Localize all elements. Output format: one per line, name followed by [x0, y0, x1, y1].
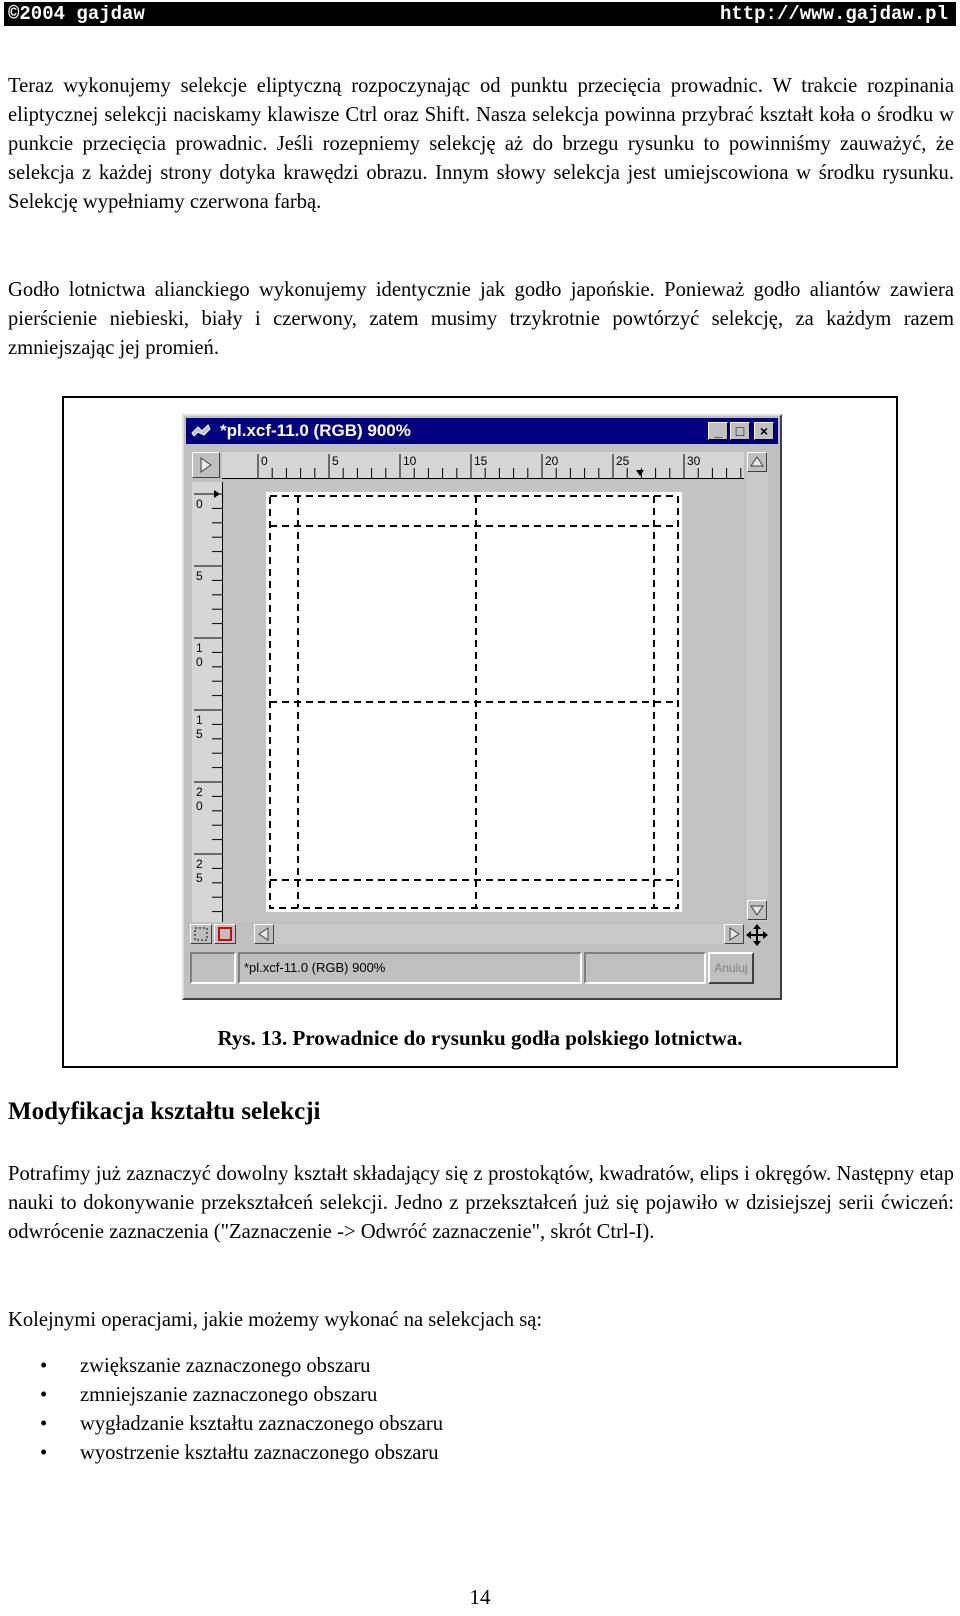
figure-caption: Rys. 13. Prowadnice do rysunku godła polskiego lotnictwa. — [217, 1026, 743, 1050]
ruler-label: 1 — [196, 641, 203, 655]
ruler-label: 5 — [196, 727, 203, 741]
triangle-right-icon — [193, 453, 219, 477]
vertical-ruler[interactable] — [192, 482, 223, 922]
header-url: http://www.gajdaw.pl — [719, 3, 948, 25]
section-heading: Modyfikacja kształtu selekcji — [8, 1098, 321, 1125]
header-copyright: ©2004 gajdaw — [8, 3, 145, 25]
arrow-down-icon — [748, 901, 766, 919]
scroll-right-button[interactable] — [724, 924, 744, 944]
gimp-image-window — [182, 414, 782, 1000]
close-icon[interactable]: × — [754, 422, 774, 440]
ruler-label: 1 — [196, 713, 203, 727]
list-item: • wygładzanie kształtu zaznaczonego obszaru — [40, 1410, 443, 1439]
dotted-square-icon — [191, 925, 211, 943]
ruler-label: 2 — [196, 857, 203, 871]
arrow-up-icon — [748, 453, 766, 471]
ruler-label: 5 — [332, 454, 339, 468]
page-number: 14 — [469, 1585, 491, 1609]
scroll-down-button[interactable] — [747, 900, 767, 920]
navigate-move-icon[interactable] — [744, 922, 770, 948]
page-header — [4, 2, 956, 26]
window-title: *pl.xcf-11.0 (RGB) 900% — [220, 421, 411, 440]
status-coordinates — [190, 952, 236, 984]
ruler-pointer-icon — [636, 470, 644, 476]
scroll-up-button[interactable] — [747, 452, 767, 472]
horizontal-scrollbar[interactable] — [254, 924, 744, 944]
minimize-icon[interactable]: _ — [708, 422, 728, 440]
status-progress — [584, 952, 706, 984]
canvas-drawing — [224, 480, 744, 922]
maximize-icon[interactable]: □ — [730, 422, 750, 440]
ruler-label: 15 — [474, 454, 488, 468]
gimp-wilber-icon — [190, 423, 212, 439]
paragraph-2: Godło lotnictwa alianckiego wykonujemy identycznie jak godło japońskie. Ponieważ godło aliantów zawiera pierścienie niebieski, biały i czerwony, zatem musimy trzykrotnie powtórzyć selekcję, za każdym razem zmniejszając jej promień. — [8, 279, 954, 359]
paragraph-1: Teraz wykonujemy selekcje eliptyczną rozpoczynając od punktu przecięcia prowadnic. W trakcie rozpinania eliptycznej selekcji naciskamy klawisze Ctrl oraz Shift. Nasza selekcja powinna przybrać kształt koła o środku w punkcie przecięcia prowadnic. Jeśli rozepniemy selekcję aż do brzegu rysunku to powinniśmy zauważyć, że selekcja z każdej strony dotyka krawędzi obrazu. Innym słowy selekcja jest umiejscowiona w środku rysunku. Selekcję wypełniamy czerwona farbą. — [8, 75, 954, 213]
ruler-label: 2 — [196, 785, 203, 799]
ruler-label: 30 — [687, 454, 701, 468]
window-titlebar — [186, 418, 778, 444]
ruler-label: 0 — [196, 799, 203, 813]
ruler-label: 5 — [196, 569, 203, 583]
quickmask-off-button[interactable] — [190, 924, 212, 944]
scroll-left-button[interactable] — [254, 924, 274, 944]
horizontal-ruler[interactable] — [222, 452, 744, 479]
paragraph-3: Potrafimy już zaznaczyć dowolny kształt składający się z prostokątów, kwadratów, elips i okręgów. Następny etap nauki to dokonywanie przekształceń selekcji. Jedno z przekształceń już się pojawiło w dzisiejszej serii ćwiczeń: odwrócenie zaznaczenia ("Zaznaczenie -> Odwróć zaznaczenie", skrót Ctrl-I). — [8, 1163, 954, 1243]
ruler-label: 25 — [616, 454, 630, 468]
quickmask-on-button[interactable] — [214, 924, 236, 944]
red-square-icon — [215, 925, 235, 943]
list-item: • zwiększanie zaznaczonego obszaru — [40, 1352, 443, 1381]
vertical-scrollbar[interactable] — [746, 452, 768, 922]
status-bar: *pl.xcf-11.0 (RGB) 900% — [238, 952, 582, 984]
paragraph-4: Kolejnymi operacjami, jakie możemy wykonać na selekcjach są: — [8, 1309, 543, 1331]
ruler-pointer-icon — [214, 490, 220, 498]
image-canvas[interactable] — [224, 480, 744, 922]
vertical-ruler-ticks — [192, 482, 222, 922]
figure-box — [62, 396, 898, 1068]
cancel-button[interactable]: Anuluj — [708, 952, 754, 984]
menu-arrow-button[interactable] — [192, 452, 220, 478]
list-item: • zmniejszanie zaznaczonego obszaru — [40, 1381, 443, 1410]
ruler-label: 10 — [403, 454, 417, 468]
ruler-label: 5 — [196, 871, 203, 885]
arrow-right-icon — [725, 925, 743, 943]
list-item: • wyostrzenie kształtu zaznaczonego obszaru — [40, 1439, 443, 1468]
ruler-label: 20 — [545, 454, 559, 468]
ruler-label: 0 — [196, 497, 203, 511]
ruler-label: 0 — [196, 655, 203, 669]
operations-list — [40, 1352, 443, 1468]
ruler-label: 0 — [261, 454, 268, 468]
horizontal-ruler-ticks — [222, 452, 744, 478]
arrow-left-icon — [255, 925, 273, 943]
